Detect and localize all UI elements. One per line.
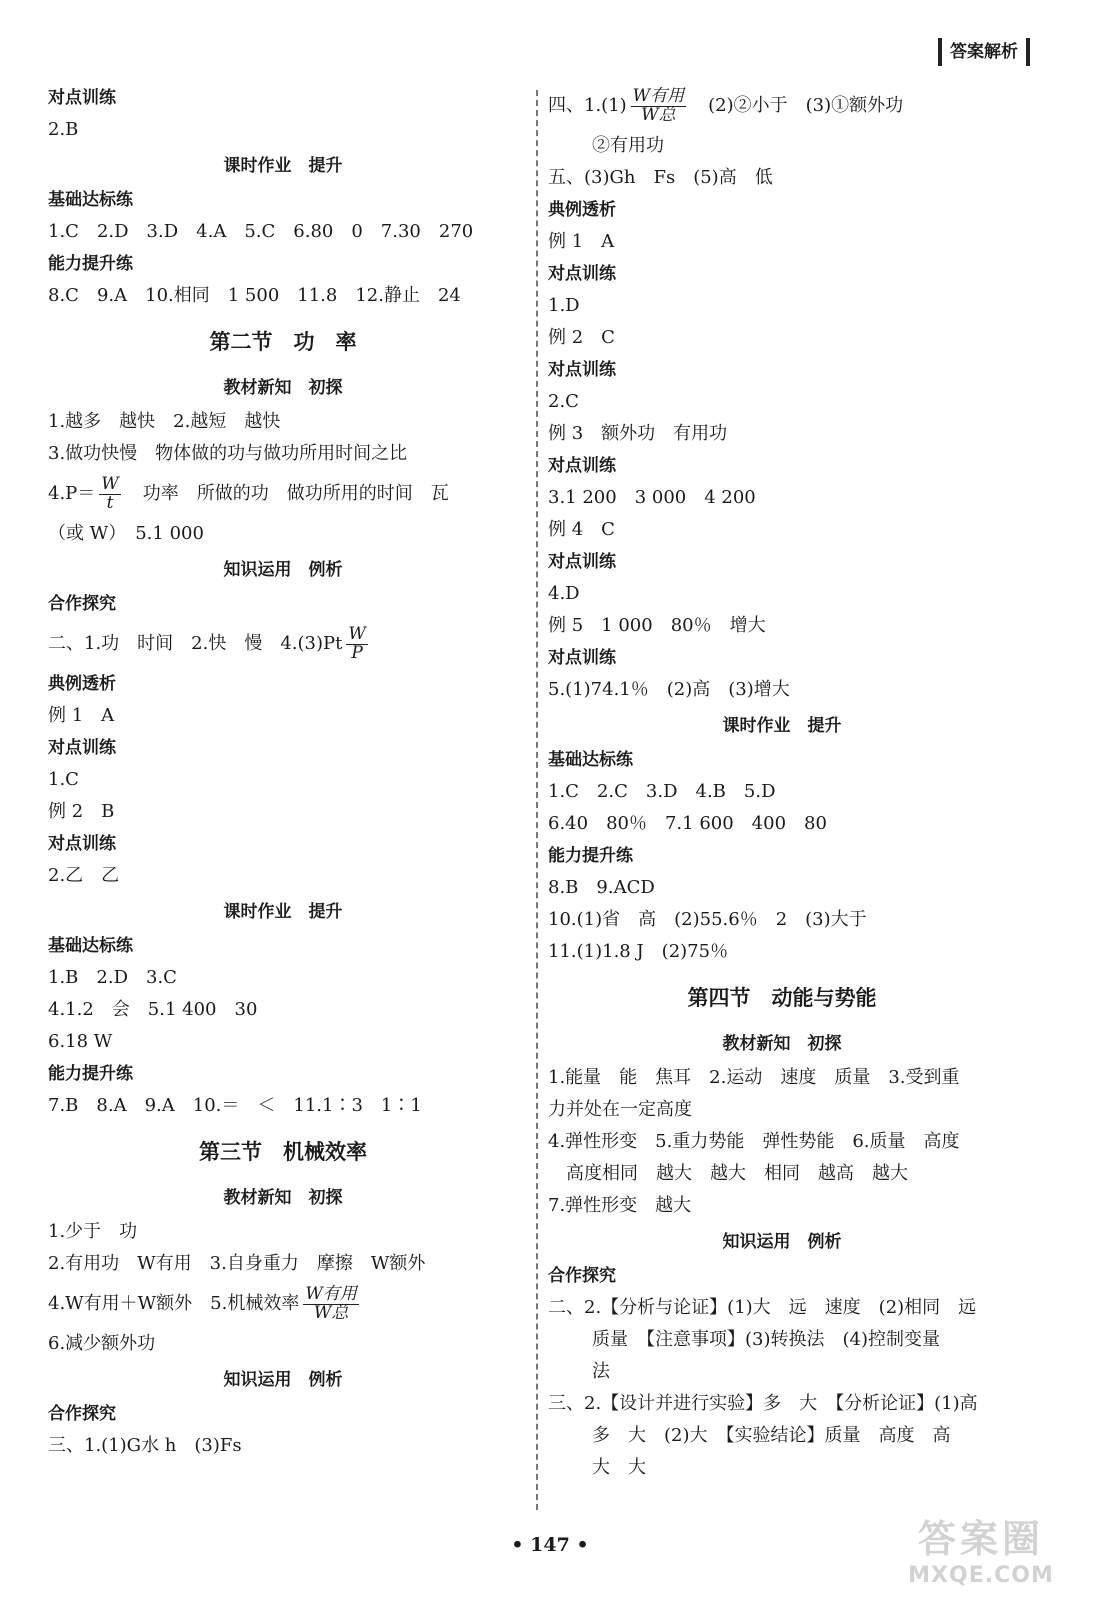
answer-line: 6.40 80％ 7.1 600 400 80: [548, 813, 827, 834]
answer-line: 8.C 9.A 10.相同 1 500 11.8 12.静止 24: [48, 285, 461, 306]
answer-line: [48, 620, 518, 668]
section-title: 第三节 机械效率: [199, 1140, 367, 1164]
watermark-url: MXQE.COM: [908, 1563, 1054, 1588]
answer-line: 法: [592, 1361, 610, 1382]
part-heading: 教材新知 初探: [223, 1188, 343, 1208]
part-heading: 知识运用 例析: [223, 1370, 343, 1390]
denominator: W总: [641, 104, 676, 125]
answer-line: 1.C: [48, 769, 79, 790]
answer-line: 4.D: [548, 583, 580, 604]
part-heading: 教材新知 初探: [223, 378, 343, 398]
watermark-text: 答案圈: [917, 1517, 1044, 1561]
answer-line: 三、1.(1)G水 h (3)Fs: [48, 1435, 242, 1456]
fraction: [631, 85, 686, 125]
answer-line: 例 1 A: [548, 231, 615, 252]
subheading: 能力提升练: [48, 1064, 133, 1084]
fraction: [303, 1283, 358, 1323]
subheading: 典例透析: [48, 674, 116, 694]
answer-line: 4.1.2 会 5.1 400 30: [48, 999, 258, 1020]
part-heading: 知识运用 例析: [223, 560, 343, 580]
watermark: [886, 1508, 1076, 1588]
section-title: 第四节 动能与势能: [687, 986, 877, 1010]
part-heading: 课时作业 提升: [223, 902, 343, 922]
subheading: 基础达标练: [548, 750, 633, 770]
answer-line: 11.(1)1.8 J (2)75％: [548, 941, 729, 962]
part-heading: 课时作业 提升: [722, 716, 842, 736]
answer-line: 高度相同 越大 越大 相同 越高 越大: [566, 1163, 908, 1184]
answer-text: 二、1.功 时间 2.快 慢 4.(3)Pt: [48, 633, 343, 654]
answer-line: 6.减少额外功: [48, 1333, 156, 1354]
answer-line: 大 大: [592, 1457, 646, 1478]
answer-line: 2.C: [548, 391, 579, 412]
answer-line: 4.弹性形变 5.重力势能 弹性势能 6.质量 高度: [548, 1131, 960, 1152]
answer-line: 例 5 1 000 80％ 增大: [548, 615, 766, 636]
numerator: W有用: [632, 85, 685, 106]
answer-text: (2)②小于 (3)①额外功: [690, 95, 904, 116]
answer-line: 7.B 8.A 9.A 10.＝ ＜ 11.1∶3 1∶1: [48, 1095, 422, 1116]
answer-line: 五、(3)Gh Fs (5)高 低: [548, 167, 773, 188]
denominator: P: [351, 642, 363, 663]
answer-line: [48, 470, 518, 518]
fraction: [99, 473, 120, 513]
answer-text: 4.W有用＋W额外 5.机械效率: [48, 1293, 300, 1314]
answer-line: 2.B: [48, 119, 79, 140]
answer-line: 5.(1)74.1％ (2)高 (3)增大: [548, 679, 790, 700]
subheading: 能力提升练: [548, 846, 633, 866]
answer-line: 3.做功快慢 物体做的功与做功所用时间之比: [48, 443, 408, 464]
left-column: [48, 82, 518, 1462]
answer-line: 8.B 9.ACD: [548, 877, 655, 898]
subheading: 对点训练: [548, 360, 616, 380]
answer-line: 二、2.【分析与论证】(1)大 远 速度 (2)相同 远: [548, 1297, 977, 1318]
answer-line: 2.乙 乙: [48, 865, 120, 886]
subheading: 对点训练: [48, 834, 116, 854]
answer-line: 例 4 C: [548, 519, 615, 540]
answer-line: 1.B 2.D 3.C: [48, 967, 177, 988]
page-number: • 147 •: [511, 1534, 589, 1556]
subheading: 基础达标练: [48, 190, 133, 210]
answer-line: 1.少于 功: [48, 1221, 138, 1242]
answer-line: 1.C 2.C 3.D 4.B 5.D: [548, 781, 776, 802]
numerator: W: [101, 473, 119, 494]
answer-line: 7.弹性形变 越大: [548, 1195, 692, 1216]
answer-line: 例 1 A: [48, 705, 115, 726]
subheading: 基础达标练: [48, 936, 133, 956]
answer-line: 1.能量 能 焦耳 2.运动 速度 质量 3.受到重: [548, 1067, 960, 1088]
answer-text: 四、1.(1): [548, 95, 627, 116]
column-divider: [536, 90, 538, 1510]
answer-line: 例 2 B: [48, 801, 115, 822]
answer-line: 质量 【注意事项】(3)转换法 (4)控制变量: [592, 1329, 940, 1350]
answer-text: 功率 所做的功 做功所用的时间 瓦: [124, 483, 449, 504]
subheading: 对点训练: [548, 648, 616, 668]
part-heading: 课时作业 提升: [223, 156, 343, 176]
answer-line: 多 大 (2)大 【实验结论】质量 高度 高: [592, 1425, 951, 1446]
part-heading: 教材新知 初探: [722, 1034, 842, 1054]
numerator: W有用: [305, 1283, 357, 1304]
subheading: 合作探究: [48, 594, 116, 614]
answer-line: 10.(1)省 高 (2)55.6％ 2 (3)大于: [548, 909, 867, 930]
fraction: [346, 623, 367, 663]
answer-line: 例 2 C: [548, 327, 615, 348]
subheading: 对点训练: [548, 552, 616, 572]
subheading: 对点训练: [548, 264, 616, 284]
answer-line: 1.C 2.D 3.D 4.A 5.C 6.80 0 7.30 270: [48, 221, 474, 242]
answer-line: 1.越多 越快 2.越短 越快: [48, 411, 281, 432]
answer-line: 三、2.【设计并进行实验】多 大 【分析论证】(1)高: [548, 1393, 978, 1414]
answer-line: 力并处在一定高度: [548, 1099, 692, 1120]
subheading: 对点训练: [48, 88, 116, 108]
answer-line: 2.有用功 W有用 3.自身重力 摩擦 W额外: [48, 1253, 426, 1274]
numerator: W: [348, 623, 366, 644]
subheading: 合作探究: [548, 1266, 616, 1286]
answer-line: 1.D: [548, 295, 580, 316]
answer-line: 6.18 W: [48, 1031, 113, 1052]
subheading: 能力提升练: [48, 254, 133, 274]
formula-prefix: 4.P＝: [48, 483, 96, 504]
subheading: 对点训练: [548, 456, 616, 476]
denominator: t: [106, 492, 114, 513]
answer-line: 3.1 200 3 000 4 200: [548, 487, 756, 508]
answer-line: [48, 1280, 518, 1328]
right-column: [548, 82, 1016, 1484]
subheading: 典例透析: [548, 200, 616, 220]
section-title: 第二节 功 率: [209, 330, 357, 354]
part-heading: 知识运用 例析: [722, 1232, 842, 1252]
answer-line: 例 3 额外功 有用功: [548, 423, 728, 444]
header-tag: 答案解析: [938, 38, 1030, 66]
answer-line: （或 W） 5.1 000: [48, 523, 204, 544]
subheading: 对点训练: [48, 738, 116, 758]
subheading: 合作探究: [48, 1404, 116, 1424]
answer-line: [548, 82, 1016, 130]
denominator: W总: [313, 1302, 349, 1323]
answer-line: ②有用功: [592, 135, 664, 156]
